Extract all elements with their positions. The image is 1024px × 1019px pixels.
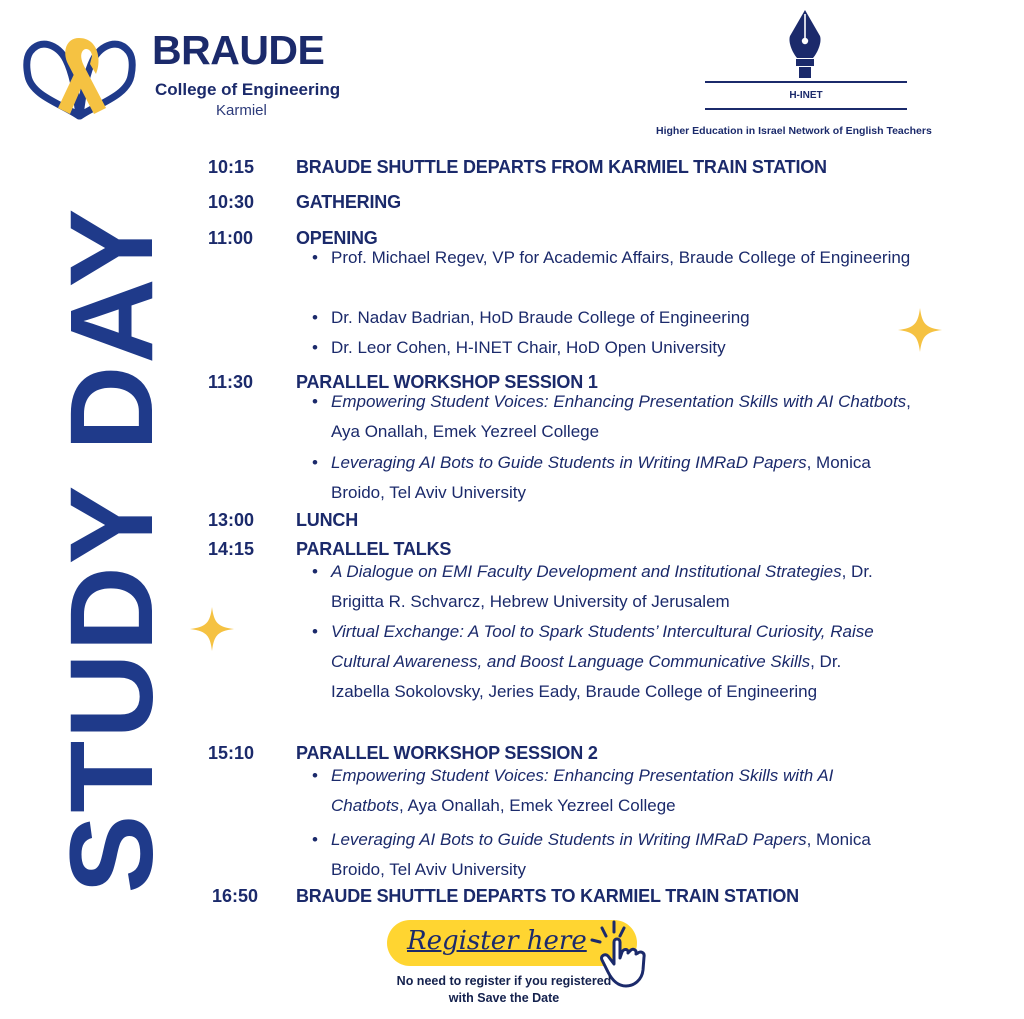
item-opening: OPENING: [296, 228, 378, 248]
fountain-pen-icon: [782, 8, 828, 80]
time-1015: 10:15: [208, 157, 255, 177]
item-parallel-talks: PARALLEL TALKS: [296, 539, 452, 559]
list-item: • Empowering Student Voices: Enhancing Presentation Skills with AI Chatbots, Aya Onallah, Emek Yezreel College: [312, 766, 834, 815]
sparkle-icon: [898, 308, 942, 352]
braude-name: BRAUDE: [152, 27, 325, 73]
braude-subtitle: College of Engineering: [155, 80, 341, 99]
braude-city: Karmiel: [216, 102, 267, 119]
item-lunch: LUNCH: [296, 510, 358, 530]
time-1300: 13:00: [208, 510, 255, 530]
list-item: • Dr. Nadav Badrian, HoD Braude College of Engineering: [312, 308, 750, 327]
item-workshop-1: PARALLEL WORKSHOP SESSION 1: [296, 372, 598, 392]
time-1030: 10:30: [208, 192, 255, 212]
study-day-title: STUDY DAY: [46, 206, 178, 894]
register-button-label: Register here: [407, 926, 587, 956]
item-shuttle-returns: BRAUDE SHUTTLE DEPARTS TO KARMIEL TRAIN STATION: [296, 886, 799, 906]
list-item: • Dr. Leor Cohen, H-INET Chair, HoD Open University: [312, 338, 726, 357]
sparkle-icon: [190, 607, 234, 651]
hinet-rule-bottom: [705, 108, 907, 110]
hinet-tagline: Higher Education in Israel Network of English Teachers: [656, 125, 932, 137]
time-1510: 15:10: [208, 743, 255, 763]
register-note: No need to register if you registered with Save the Date: [396, 974, 612, 1005]
list-item: • A Dialogue on EMI Faculty Development and Institutional Strategies, Dr. Brigitta R. Schvarcz, Hebrew University of Jerusalem: [312, 562, 873, 611]
list-item: • Empowering Student Voices: Enhancing Presentation Skills with AI Chatbots, Aya Onallah, Emek Yezreel College: [312, 392, 911, 441]
list-item: • Virtual Exchange: A Tool to Spark Students’ Intercultural Curiosity, Raise Cultural Awareness, and Boost Language Communicative Skills, Dr. Izabella Sokolovsky, Jeries Eady, Braude College of Engineering: [312, 622, 874, 701]
item-shuttle-departs: BRAUDE SHUTTLE DEPARTS FROM KARMIEL TRAIN STATION: [296, 157, 827, 177]
braude-ribbon-logo: [22, 30, 137, 122]
hinet-rule-top: [705, 81, 907, 83]
item-workshop-2: PARALLEL WORKSHOP SESSION 2: [296, 743, 598, 763]
time-1130: 11:30: [208, 372, 254, 392]
time-1650: 16:50: [212, 886, 259, 906]
list-item: • Leveraging AI Bots to Guide Students in Writing IMRaD Papers, Monica Broido, Tel Aviv University: [312, 453, 871, 502]
item-gathering: GATHERING: [296, 192, 401, 212]
time-1415: 14:15: [208, 539, 255, 559]
list-item: • Prof. Michael Regev, VP for Academic Affairs, Braude College of Engineering: [312, 248, 911, 267]
time-1100: 11:00: [208, 228, 254, 248]
hinet-name: H-INET: [789, 90, 823, 101]
list-item: • Leveraging AI Bots to Guide Students in Writing IMRaD Papers, Monica Broido, Tel Aviv University: [312, 830, 871, 879]
